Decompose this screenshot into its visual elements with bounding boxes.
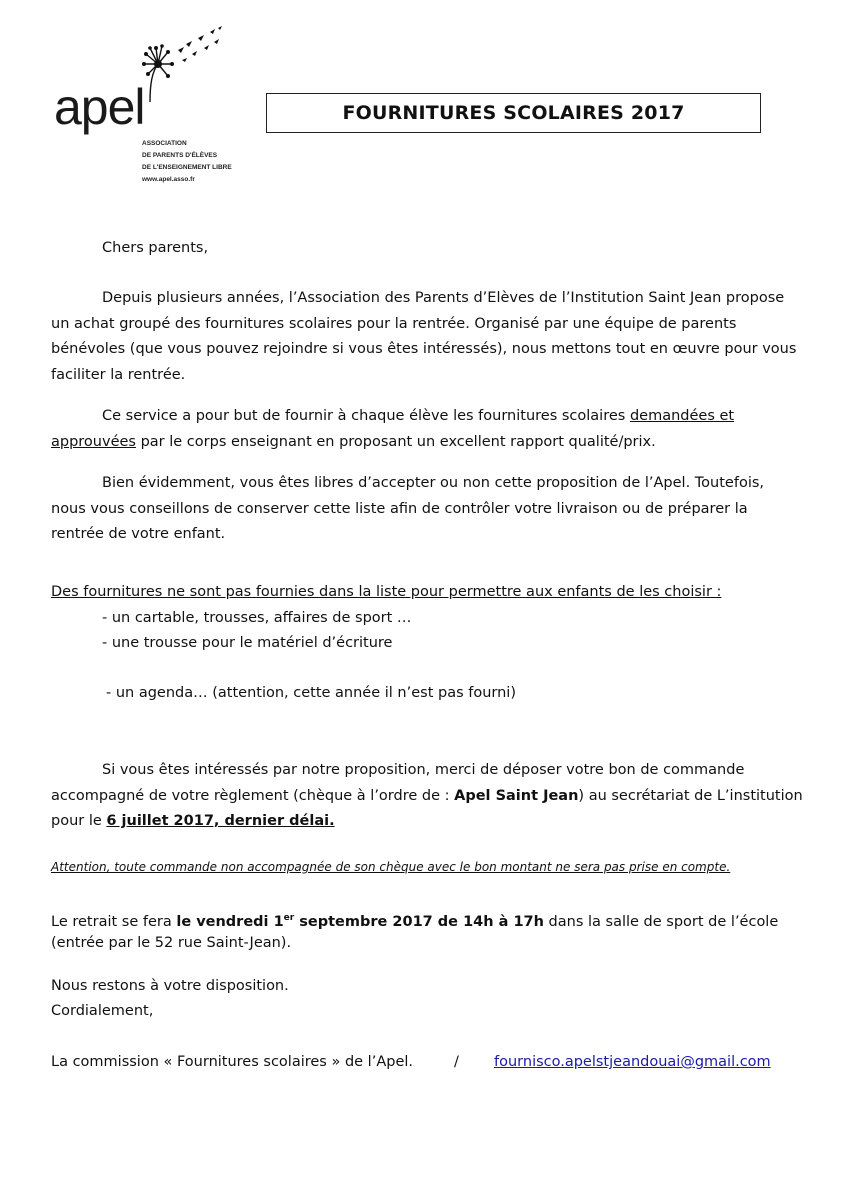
pickup-location: dans la salle de sport de l’école — [543, 913, 779, 930]
order-deadline: 6 juillet 2017, dernier délai. — [106, 813, 335, 829]
advice-paragraph: Bien évidemment, vous êtes libres d’accepter ou non cette proposition de l’Apel. Toutefois, nous vous conseillons de conserver cette liste afin de contrôler votre livraison ou de préparer la rentrée de votre enfant. — [51, 475, 765, 542]
logo-tagline-line: ASSOCIATION — [142, 140, 187, 147]
logo-tagline-line: DE PARENTS D'ÉLÈVES — [142, 152, 218, 159]
warning-note: Attention, toute commande non accompagnée de son chèque avec le bon montant ne sera pas prise en compte. — [51, 860, 731, 874]
list-item: - une trousse pour le matériel d’écriture — [102, 635, 393, 651]
closing-line: Nous restons à votre disposition. — [51, 978, 289, 994]
not-supplied-heading: Des fournitures ne sont pas fournies dans la liste pour permettre aux enfants de les choisir : — [51, 584, 722, 600]
document-title — [266, 93, 761, 133]
closing-salutation: Cordialement, — [51, 1003, 154, 1019]
greeting: Chers parents, — [102, 240, 209, 256]
payee-name: Apel Saint Jean — [454, 788, 579, 804]
signature: La commission « Fournitures scolaires » de l’Apel. — [51, 1054, 413, 1070]
order-line-1: Si vous êtes intéressés par notre proposition, merci de déposer votre bon de commande — [102, 762, 745, 778]
service-text-end: par le corps enseignant en proposant un excellent rapport qualité/prix. — [135, 433, 656, 450]
contact-email-link[interactable]: fournisco.apelstjeandouai@gmail.com — [494, 1054, 771, 1070]
pickup-line-2: (entrée par le 52 rue Saint-Jean). — [51, 935, 292, 951]
signature-separator: / — [454, 1054, 459, 1070]
logo-tagline-line: DE L'ENSEIGNEMENT LIBRE — [142, 164, 232, 171]
pickup-date-sup: er — [283, 913, 295, 923]
pickup-text: Le retrait se fera — [51, 913, 177, 930]
list-item: - un cartable, trousses, affaires de sport … — [102, 610, 412, 626]
logo-url: www.apel.asso.fr — [142, 176, 195, 183]
intro-paragraph: Depuis plusieurs années, l’Association des Parents d’Elèves de l’Institution Saint Jean propose un achat groupé des fournitures scolaires pour la rentrée. Organisé par une équipe de parents bénévoles (que vous pouvez rejoindre si vous êtes intéressés), nous mettons tout en œuvre pour vous faciliter la rentrée. — [51, 290, 797, 383]
order-text-end: ) au secrétariat de L’institution — [578, 788, 803, 804]
document-title-text: FOURNITURES SCOLAIRES 2017 — [342, 102, 685, 124]
pickup-date-rest: septembre 2017 de 14h à 17h — [294, 913, 544, 930]
order-line-2 — [51, 784, 803, 810]
order-text: accompagné de votre règlement (chèque à l’ordre de : — [51, 788, 455, 804]
service-paragraph — [51, 404, 799, 455]
service-text: Ce service a pour but de fournir à chaque élève les fournitures scolaires — [102, 408, 630, 424]
order-text: pour le — [51, 813, 107, 829]
pickup-date: le vendredi 1 — [176, 913, 284, 930]
logo-tagline — [142, 138, 232, 186]
service-emphasis: demandées et approuvées — [51, 408, 735, 450]
order-line-3 — [51, 809, 335, 835]
list-item: - un agenda… (attention, cette année il n’est pas fourni) — [106, 685, 516, 701]
logo-wordmark: apel — [54, 79, 145, 135]
